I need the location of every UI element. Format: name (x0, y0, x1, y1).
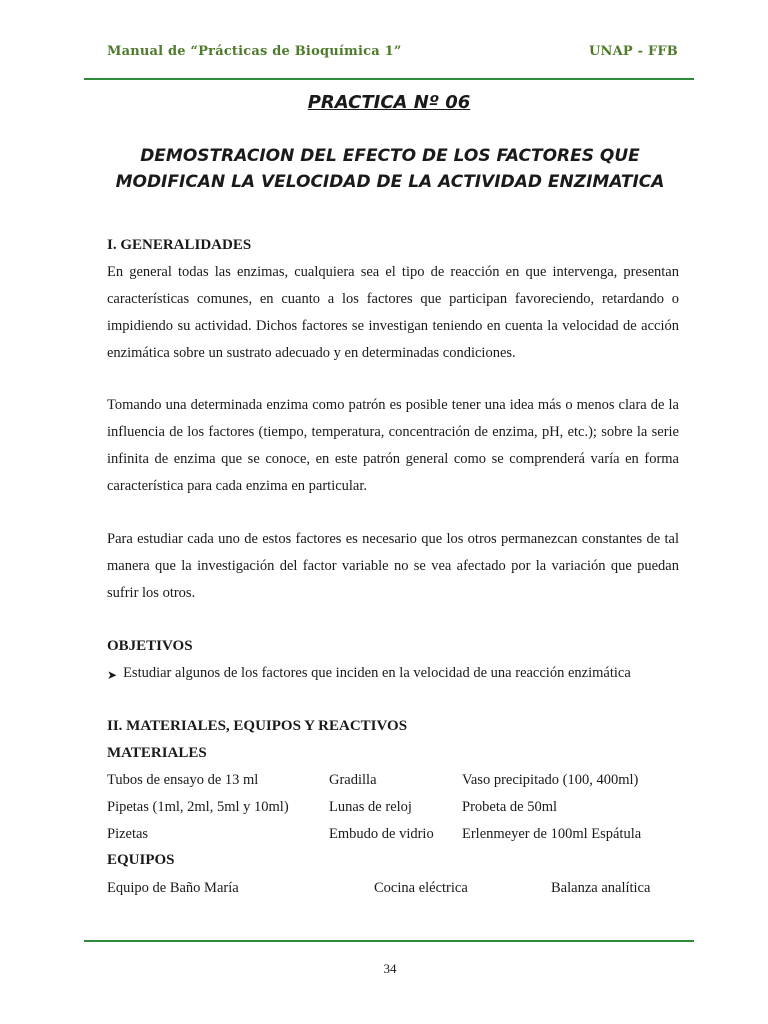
material-item: Pipetas (1ml, 2ml, 5ml y 10ml) (107, 799, 289, 815)
section-heading-materiales: II. MATERIALES, EQUIPOS Y REACTIVOS (107, 718, 408, 734)
material-item: Probeta de 50ml (462, 799, 558, 815)
subheading-equipos: EQUIPOS (107, 852, 175, 868)
section-heading-objetivos: OBJETIVOS (107, 638, 193, 654)
section-heading-generalidades: I. GENERALIDADES (107, 237, 252, 253)
material-item: Erlenmeyer de 100ml Espátula (462, 826, 642, 842)
equipment-item: Cocina eléctrica (374, 880, 468, 896)
header-divider (84, 78, 694, 80)
paragraph: Para estudiar cada uno de estos factores es necesario que los otros permanezcan constantes de tal manera que la investigación del factor variable no se vea afectado por la variación que puedan sufrir los otros. (107, 531, 679, 601)
material-item: Tubos de ensayo de 13 ml (107, 772, 259, 788)
running-header-right: UNAP - FFB (589, 44, 678, 59)
objective-text: Estudiar algunos de los factores que inciden en la velocidad de una reacción enzimática (123, 665, 631, 681)
material-item: Pizetas (107, 826, 149, 842)
objective-list-item (107, 665, 631, 685)
practice-title: PRACTICA Nº 06 (307, 92, 471, 113)
material-item: Vaso precipitado (100, 400ml) (462, 772, 639, 788)
running-header-left: Manual de “Prácticas de Bioquímica 1” (107, 44, 402, 59)
footer-divider (84, 940, 694, 942)
equipment-item: Equipo de Baño María (107, 880, 239, 896)
material-item: Embudo de vidrio (329, 826, 434, 842)
equipment-item: Balanza analítica (551, 880, 651, 896)
paragraph: Tomando una determinada enzima como patrón es posible tener una idea más o menos clara de la influencia de los factores (tiempo, temperatura, concentración de enzima, pH, etc.); sobre la serie infinita de enzima que se conoce, en este patrón general como se comprenderá varía en forma característica para cada enzima en particular. (107, 397, 679, 494)
material-item: Lunas de reloj (329, 799, 412, 815)
main-title: DEMOSTRACION DEL EFECTO DE LOS FACTORES QUE MODIFICAN LA VELOCIDAD DE LA ACTIVIDAD ENZIMATICA (115, 146, 665, 192)
arrow-bullet-icon: ➤ (107, 668, 118, 682)
subheading-materiales: MATERIALES (107, 745, 207, 761)
paragraph: En general todas las enzimas, cualquiera sea el tipo de reacción en que intervenga, presentan características comunes, en cuanto a los factores que participan favoreciendo, retardando o impidiendo su actividad. Dichos factores se investigan teniendo en cuenta la velocidad de acción enzimática sobre un sustrato adecuado y en determinadas condiciones. (107, 264, 679, 361)
material-item: Gradilla (329, 772, 377, 788)
page-number: 34 (383, 961, 397, 976)
